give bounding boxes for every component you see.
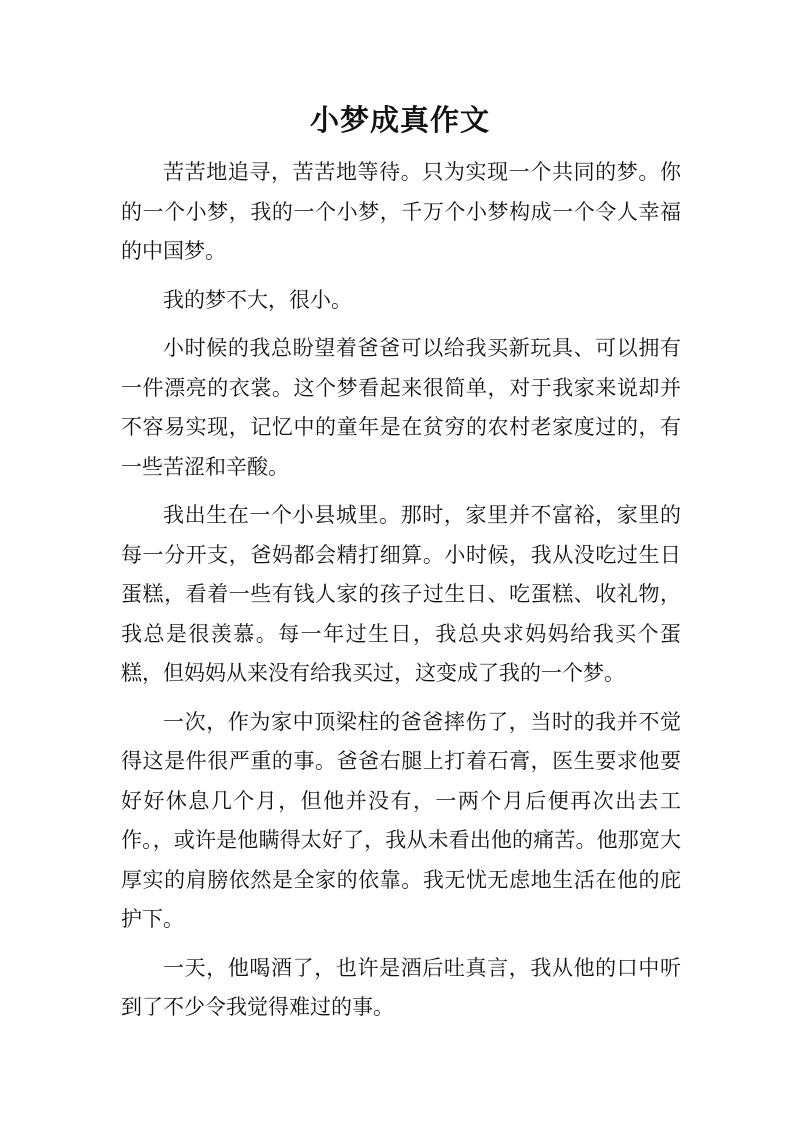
paragraph: 我的梦不大，很小。 <box>163 287 352 312</box>
paragraph: 一天，他喝酒了，也许是酒后吐真言，我从他的口中听到了不少令我觉得难过的事。 <box>121 955 681 1019</box>
paragraph: 一次，作为家中顶梁柱的爸爸摔伤了，当时的我并不觉得这是件很严重的事。爸爸右腿上打着石膏，医生要求他要好好休息几个月，但他并没有，一两个月后便再次出去工作。，或许是他瞒得太好了，我从未看出他的痛苦。他那宽大厚实的肩膀依然是全家的依靠。我无忧无虑地生活在他的庇护下。 <box>121 709 681 931</box>
document-title: 小梦成真作文 <box>309 103 490 137</box>
document-body <box>121 153 681 1037</box>
paragraph: 我出生在一个小县城里。那时，家里并不富裕，家里的每一分开支，爸妈都会精打细算。小时候，我从没吃过生日蛋糕，看着一些有钱人家的孩子过生日、吃蛋糕、收礼物，我总是很羡慕。每一年过生日，我总央求妈妈给我买个蛋糕，但妈妈从来没有给我买过，这变成了我的一个梦。 <box>121 503 681 685</box>
paragraph: 小时候的我总盼望着爸爸可以给我买新玩具、可以拥有一件漂亮的衣裳。这个梦看起来很简单，对于我家来说却并不容易实现，记忆中的童年是在贫穷的农村老家度过的，有一些苦涩和辛酸。 <box>121 336 681 479</box>
paragraph: 苦苦地追寻，苦苦地等待。只为实现一个共同的梦。你的一个小梦，我的一个小梦，千万个小梦构成一个令人幸福的中国梦。 <box>121 160 681 263</box>
